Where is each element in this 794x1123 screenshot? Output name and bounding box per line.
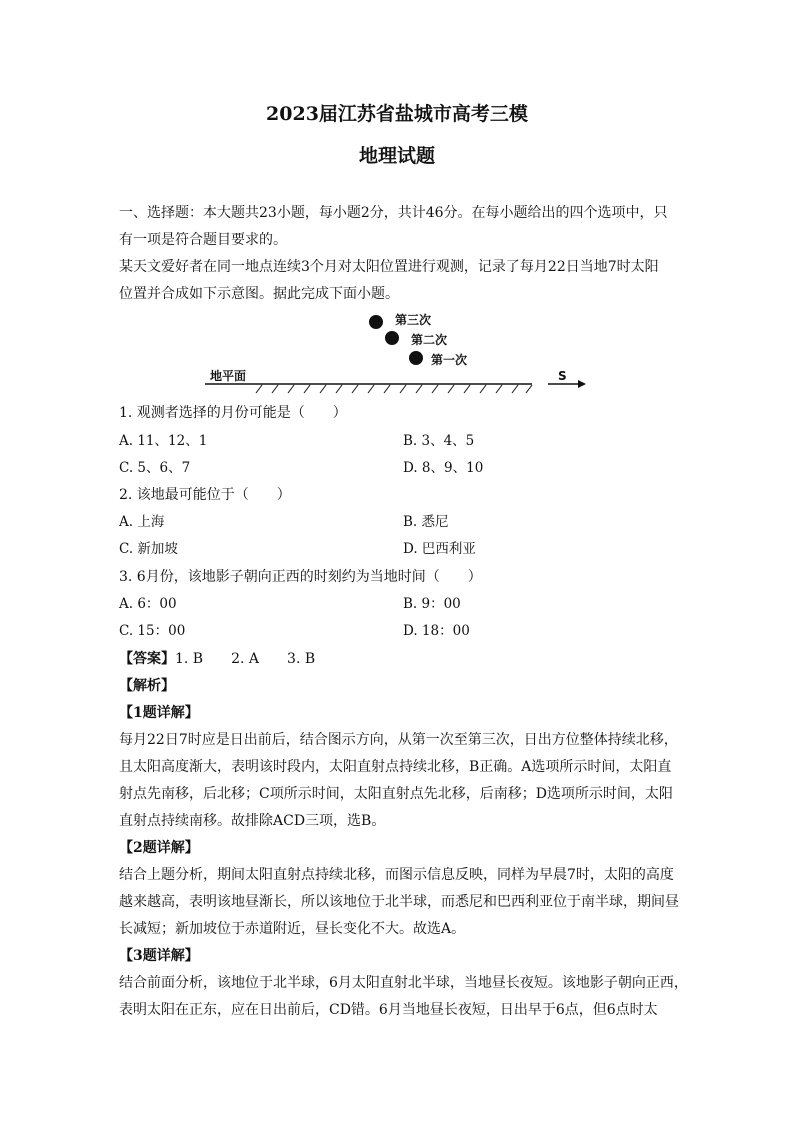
section-heading: 【3题详解】 — [119, 948, 199, 964]
answer-item: 2. A — [231, 651, 260, 667]
intro-line: 某天文爱好者在同一地点连续3个月对太阳位置进行观测，记录了每月22日当地7时太阳 — [119, 259, 659, 275]
option: D. 8、9、10 — [403, 460, 484, 476]
intro-line: 位置并合成如下示意图。据此完成下面小题。 — [119, 286, 399, 302]
question-stem: 3. 6月份，该地影子朝向正西的时刻约为当地时间（ ） — [119, 569, 482, 585]
label-first: 第一次 — [431, 353, 468, 367]
option: A. 上海 — [119, 514, 165, 530]
option: A. 6：00 — [119, 596, 177, 612]
answer-item: 3. B — [287, 651, 316, 667]
section-line: 射点先南移，后北移；C项所示时间，太阳直射点先北移，后南移；D选项所示时间，太阳 — [119, 786, 673, 802]
question-stem: 1. 观测者选择的月份可能是（ ） — [119, 405, 347, 421]
option: C. 15：00 — [119, 623, 186, 639]
option: A. 11、12、1 — [119, 433, 208, 449]
section-line: 长减短；新加坡位于赤道附近，昼长变化不大。故选A。 — [119, 921, 466, 937]
sun-dot-first — [409, 351, 423, 365]
section-heading: 【1题详解】 — [119, 705, 199, 721]
section-line: 直射点持续南移。故排除ACD三项，选B。 — [119, 813, 386, 829]
option: B. 悉尼 — [403, 514, 449, 530]
arrow-head — [578, 380, 586, 388]
option: B. 3、4、5 — [403, 433, 475, 449]
ground-hatching — [256, 385, 532, 393]
page-subtitle: 地理试题 — [358, 145, 435, 167]
option: D. 18：00 — [403, 623, 470, 639]
label-direction: S — [558, 369, 567, 383]
label-horizon: 地平面 — [210, 369, 247, 383]
option: D. 巴西利亚 — [403, 541, 476, 557]
sun-dot-third — [369, 315, 383, 329]
section-line: 每月22日7时应是日出前后，结合图示方向，从第一次至第三次，日出方位整体持续北移， — [119, 732, 678, 748]
section-line: 越来越高，表明该地昼渐长，所以该地位于北半球，而悉尼和巴西利亚位于南半球，期间昼 — [119, 894, 679, 910]
option: C. 新加坡 — [119, 541, 178, 557]
answer-item: 1. B — [175, 651, 204, 667]
analysis-label: 【解析】 — [119, 678, 175, 694]
label-second: 第二次 — [411, 333, 448, 347]
answer-label: 【答案】 — [119, 651, 175, 667]
option: C. 5、6、7 — [119, 460, 191, 476]
section-line: 且太阳高度渐大，表明该时段内，太阳直射点持续北移，B正确。A选项所示时间，太阳直 — [119, 759, 672, 775]
section-heading: 【2题详解】 — [119, 840, 199, 856]
sun-position-figure — [200, 310, 600, 395]
option: B. 9：00 — [403, 596, 461, 612]
answer-line — [119, 649, 679, 669]
section-line: 结合前面分析，该地位于北半球，6月太阳直射北半球，当地昼长夜短。该地影子朝向正西， — [119, 975, 688, 991]
section-line: 结合上题分析，期间太阳直射点持续北移，而图示信息反映，同样为早晨7时，太阳的高度 — [119, 867, 674, 883]
page-title: 2023届江苏省盐城市高考三模 — [266, 103, 528, 125]
intro-line: 一、选择题：本大题共23小题，每小题2分，共计46分。在每小题给出的四个选项中，只 — [119, 205, 668, 221]
section-line: 表明太阳在正东，应在日出前后，CD错。6月当地昼长夜短，日出早于6点，但6点时太 — [119, 1002, 658, 1018]
question-stem: 2. 该地最可能位于（ ） — [119, 487, 291, 503]
intro-line: 有一项是符合题目要求的。 — [119, 232, 287, 248]
sun-dot-second — [385, 331, 399, 345]
label-third: 第三次 — [395, 313, 432, 327]
